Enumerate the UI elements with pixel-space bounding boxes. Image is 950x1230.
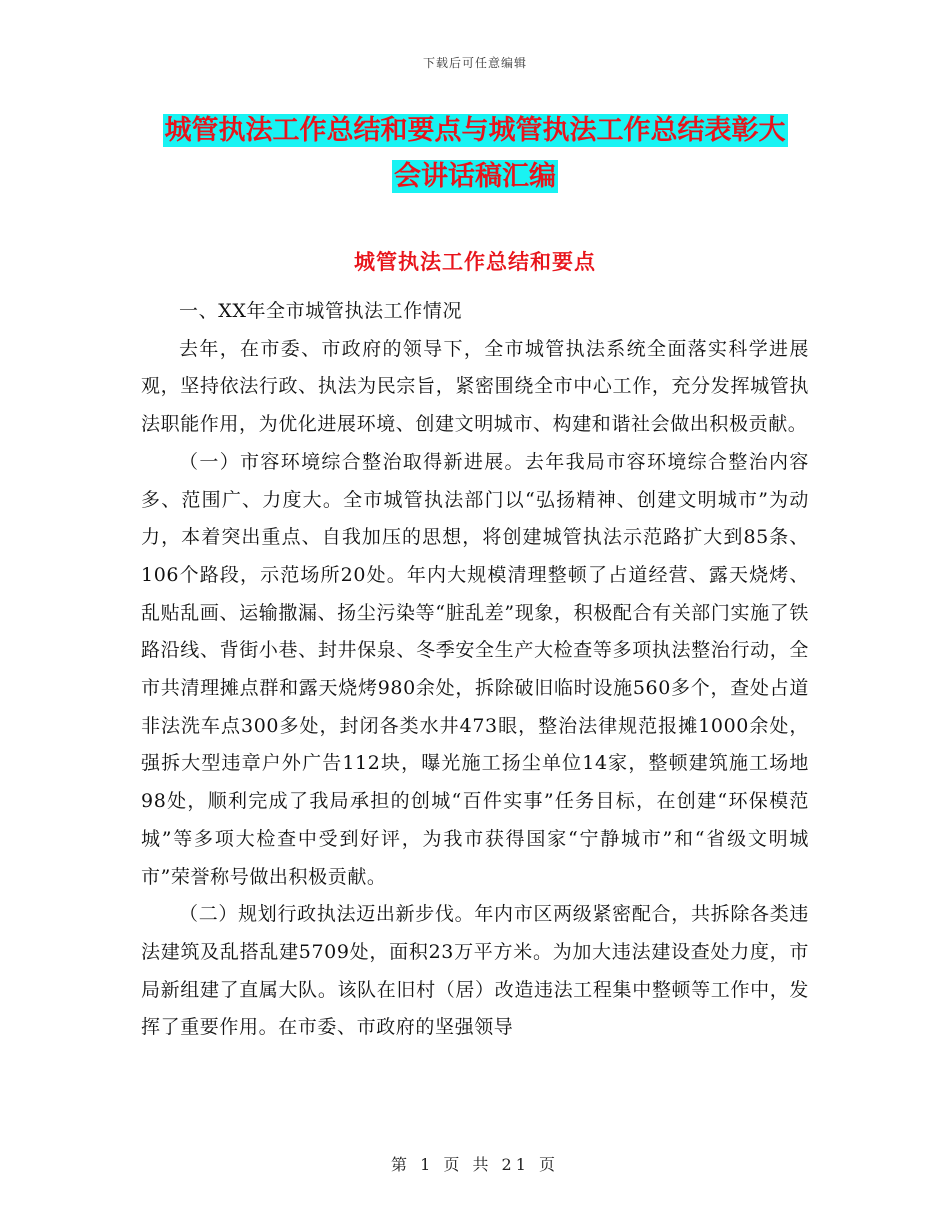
document-title-line-1: 城管执法工作总结和要点与城管执法工作总结表彰大 (164, 115, 786, 146)
document-body (141, 293, 809, 1047)
body-paragraph: 去年，在市委、市政府的领导下，全市城管执法系统全面落实科学进展观，坚持依法行政、执法为民宗旨，紧密围绕全市中心工作，充分发挥城管执法职能作用，为优化进展环境、创建文明城市、构建和谐社会做出积极贡献。 (141, 337, 809, 436)
heading-paragraph: 一、XX年全市城管执法工作情况 (179, 300, 463, 322)
page-number-footer: 第 1 页 共 21 页 (391, 1155, 559, 1174)
body-paragraph: （二）规划行政执法迈出新步伐。年内市区两级紧密配合，共拆除各类违法建筑及乱搭乱建5709处，面积23万平方米。为加大违法建设查处力度，市局新组建了直属大队。该队在旧村（居）改造违法工程集中整顿等工作中，发挥了重要作用。在市委、市政府的坚强领导 (141, 903, 809, 1039)
section-title: 城管执法工作总结和要点 (354, 250, 596, 274)
header-note: 下载后可任意编辑 (422, 56, 527, 70)
document-title (130, 108, 820, 200)
body-paragraph: （一）市容环境综合整治取得新进展。去年我局市容环境综合整治内容多、范围广、力度大。全市城管执法部门以“弘扬精神、创建文明城市”为动力，本着突出重点、自我加压的思想，将创建城管执法示范路扩大到85条、106个路段，示范场所20处。年内大规模清理整顿了占道经营、露天烧烤、乱贴乱画、运输撒漏、扬尘污染等“脏乱差”现象，积极配合有关部门实施了铁路沿线、背街小巷、封井保泉、冬季安全生产大检查等多项执法整治行动，全市共清理摊点群和露天烧烤980余处，拆除破旧临时设施560多个，查处占道非法洗车点300多处，封闭各类水井473眼，整治法律规范报摊1000余处，强拆大型违章户外广告112块，曝光施工扬尘单位14家，整顿建筑施工场地98处，顺利完成了我局承担的创城“百件实事”任务目标，在创建“环保模范城”等多项大检查中受到好评，为我市获得国家“宁静城市”和“省级文明城市”荣誉称号做出积极贡献。 (141, 450, 809, 888)
document-title-line-2: 会讲话稿汇编 (394, 161, 556, 192)
